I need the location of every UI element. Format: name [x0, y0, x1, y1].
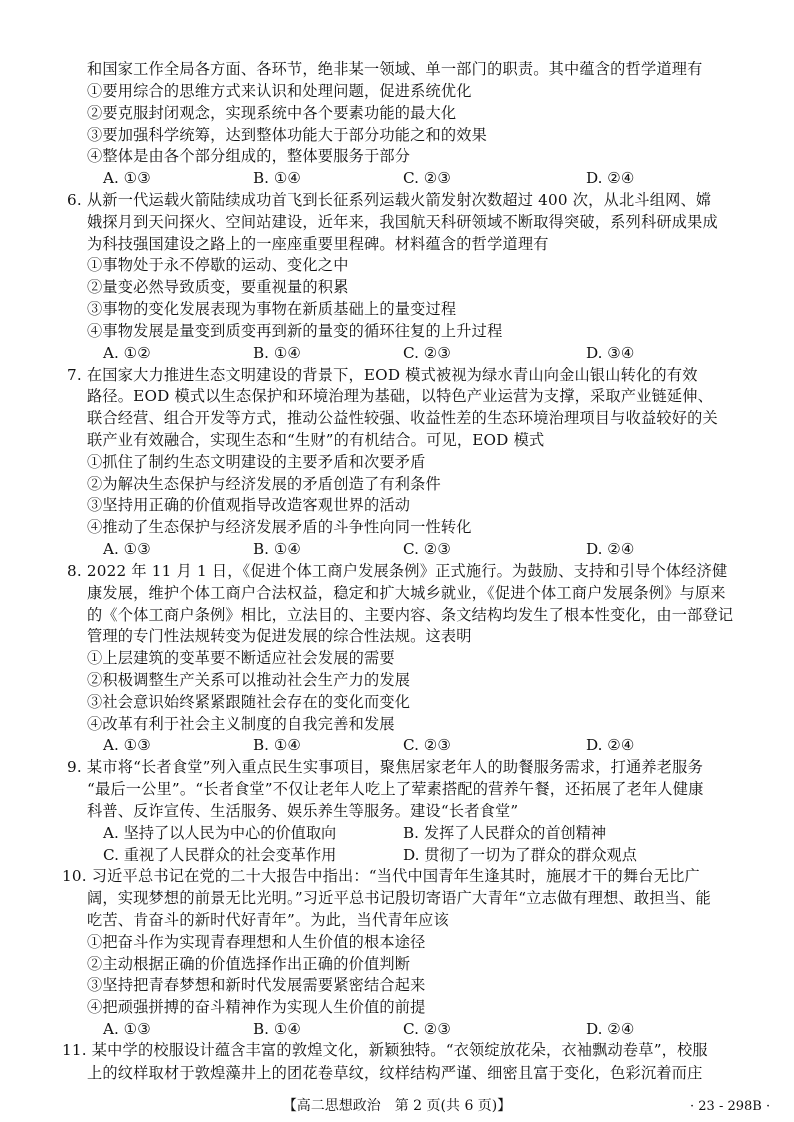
q5-option-d: D. ②④	[586, 169, 635, 188]
q10-option-c: C. ②③	[403, 1020, 451, 1038]
q9-stem-line: “最后一公里”。“长者食堂”不仅让老年人吃上了荤素搭配的营养午餐，还拓展了老年人健康	[87, 780, 704, 798]
q7-item-1: ①抓住了制约生态文明建设的主要矛盾和次要矛盾	[87, 452, 426, 471]
q7-item-3: ③坚持用正确的价值观指导改造客观世界的活动	[87, 496, 411, 515]
q7-item-2: ②为解决生态保护与经济发展的矛盾创造了有利条件	[87, 474, 441, 493]
q10-option-b: B. ①④	[253, 1020, 302, 1038]
q6-stem-line: 6. 从新一代运载火箭陆续成功首飞到长征系列运载火箭发射次数超过 400 次，从北斗组网、嫦	[67, 190, 712, 209]
q6-stem-line: 为科技强国建设之路上的一座座重要里程碑。材料蕴含的哲学道理有	[87, 234, 549, 253]
q10-item-1: ①把奋斗作为实现青春理想和人生价值的根本途径	[87, 932, 426, 951]
q11-stem-line: 上的纹样取材于敦煌藻井上的团花卷草纹，纹样结构严谨、细密且富于变化，色彩沉着而庄	[87, 1064, 703, 1082]
q7-option-c: C. ②③	[403, 540, 451, 558]
q8-stem-line: 康发展，维护个体工商户合法权益，稳定和扩大城乡就业，《促进个体工商户发展条例》与原来	[87, 583, 726, 602]
q5-item-3: ③要加强科学统筹，达到整体功能大于部分功能之和的效果	[87, 125, 488, 144]
q6-item-3: ③事物的变化发展表现为事物在新质基础上的量变过程	[87, 300, 457, 318]
q5-stem-line: 和国家工作全局各方面、各环节，绝非某一领域、单一部门的职责。其中蕴含的哲学道理有	[87, 60, 703, 78]
q8-stem-line: 管理的专门性法规转变为促进发展的综合性法规。这表明	[87, 627, 472, 646]
q5-item-2: ②要克服封闭观念，实现系统中各个要素功能的最大化	[87, 103, 457, 122]
q5-item-4: ④整体是由各个部分组成的，整体要服务于部分	[87, 147, 411, 166]
q5-option-c: C. ②③	[403, 169, 451, 188]
q11-stem-line: 11. 某中学的校服设计蕴含丰富的敦煌文化，新颖独特。“衣领绽放花朵，衣袖飘动卷草”，校服	[62, 1041, 708, 1059]
q8-item-2: ②积极调整生产关系可以推动社会生产力的发展	[87, 670, 411, 689]
q6-item-2: ②量变必然导致质变，要重视量的积累	[87, 278, 349, 297]
q7-item-4: ④推动了生态保护与经济发展矛盾的斗争性向同一性转化	[87, 518, 472, 537]
q10-item-3: ③坚持把青春梦想和新时代发展需要紧密结合起来	[87, 976, 426, 995]
q10-item-4: ④把顽强拼搏的奋斗精神作为实现人生价值的前提	[87, 998, 426, 1017]
q6-item-4: ④事物发展是量变到质变再到新的量变的循环往复的上升过程	[87, 321, 503, 340]
q6-option-a: A. ①②	[103, 343, 151, 362]
q8-option-a: A. ①③	[103, 736, 151, 755]
q10-item-2: ②主动根据正确的价值选择作出正确的价值判断	[87, 954, 411, 973]
q6-stem-line: 娥探月到天问探火、空间站建设，近年来，我国航天科研领域不断取得突破，系列科研成果成	[87, 212, 718, 231]
q8-option-b: B. ①④	[253, 736, 302, 755]
q5-item-1: ①要用综合的思维方式来认识和处理问题，促进系统优化	[87, 81, 472, 100]
q9-option-c: C. 重视了人民群众的社会变革作用	[103, 845, 337, 864]
q5-option-a: A. ①③	[103, 169, 151, 188]
q6-option-c: C. ②③	[403, 343, 451, 362]
q8-item-3: ③社会意识始终紧紧跟随社会存在的变化而变化	[87, 692, 411, 711]
q6-option-b: B. ①④	[253, 343, 302, 362]
q9-stem-line: 9. 某市将“长者食堂”列入重点民生实事项目，聚焦居家老年人的助餐服务需求，打通养老服务	[67, 758, 703, 777]
q10-stem-line: 吃苦、肯奋斗的新时代好青年”。为此，当代青年应该	[87, 910, 449, 929]
q8-item-4: ④改革有利于社会主义制度的自我完善和发展	[87, 714, 395, 733]
page-footer: 【高二思想政治 第 2 页(共 6 页)】	[282, 1098, 512, 1114]
q8-stem-line: 的《个体工商户条例》相比，立法目的、主要内容、条文结构均发生了根本性变化，由一部登记	[87, 605, 734, 624]
q8-item-1: ①上层建筑的变革要不断适应社会发展的需要	[87, 649, 395, 668]
q7-option-b: B. ①④	[253, 540, 302, 558]
q7-stem-line: 联合经营、组合开发等方式，推动公益性较强、收益性差的生态环境治理项目与收益较好的关	[87, 409, 718, 428]
q10-stem-line: 10. 习近平总书记在党的二十大报告中指出：“当代中国青年生逢其时，施展才干的舞台无比广	[62, 867, 700, 886]
q5-option-b: B. ①④	[253, 169, 302, 188]
exam-code: · 23 - 298B ·	[690, 1099, 771, 1114]
q8-option-d: D. ②④	[586, 736, 635, 755]
q7-stem-line: 路径。EOD 模式以生态保护和环境治理为基础，以特色产业运营为支撑，采取产业链延伸、	[87, 387, 714, 406]
q7-option-a: A. ①③	[103, 540, 151, 558]
q10-option-a: A. ①③	[103, 1020, 151, 1038]
q7-stem-line: 联产业有效融合，实现生态和“生财”的有机结合。可见，EOD 模式	[87, 430, 545, 449]
q9-option-d: D. 贯彻了一切为了群众的群众观点	[403, 845, 637, 864]
q7-option-d: D. ②④	[586, 540, 635, 558]
q10-stem-line: 阔，实现梦想的前景无比光明。”习近平总书记殷切寄语广大青年“立志做有理想、敢担当、能	[87, 889, 711, 908]
q8-stem-line: 8. 2022 年 11 月 1 日，《促进个体工商户发展条例》正式施行。为鼓励、支持和引导个体经济健	[67, 561, 728, 580]
q9-option-b: B. 发挥了人民群众的首创精神	[403, 823, 607, 842]
q7-stem-line: 7. 在国家大力推进生态文明建设的背景下，EOD 模式被视为绿水青山向金山银山转化的有效	[67, 365, 698, 384]
q9-option-a: A. 坚持了以人民为中心的价值取向	[103, 823, 337, 842]
q8-option-c: C. ②③	[403, 736, 451, 755]
q6-option-d: D. ③④	[586, 343, 635, 362]
q6-item-1: ①事物处于永不停歇的运动、变化之中	[87, 256, 349, 275]
q10-option-d: D. ②④	[586, 1020, 635, 1038]
q9-stem-line: 科普、反诈宣传、生活服务、娱乐养生等服务。建设“长者食堂”	[87, 801, 519, 820]
